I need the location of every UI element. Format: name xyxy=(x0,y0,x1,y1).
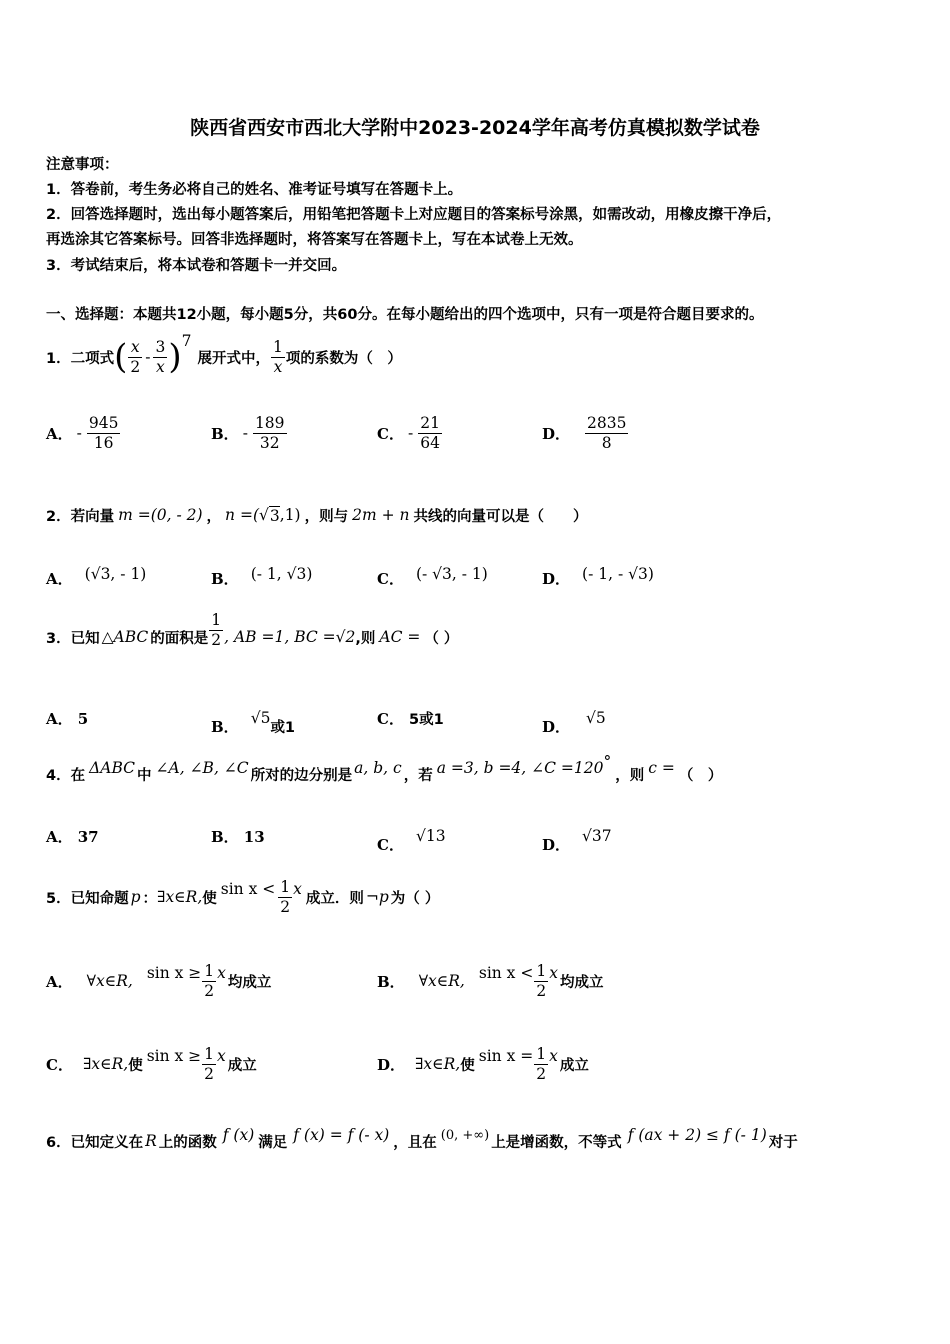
q6-fx: f (x) xyxy=(222,1126,255,1144)
page-title: 陕西省西安市西北大学附中2023-2024学年高考仿真模拟数学试卷 xyxy=(190,117,760,139)
q4-option-c[interactable]: C． √13 xyxy=(377,826,446,854)
close-paren: ) xyxy=(168,337,182,377)
q1-option-c[interactable]: C． - $\frac{21}{64}$ xyxy=(377,413,440,452)
question-3: 3．已知 △ABC 的面积是 $\frac{1}{2}$ , AB =1, BC =√2 ,则 AC = （ ） xyxy=(46,610,459,649)
q1-exponent: 7 xyxy=(181,332,192,350)
q1-frac-x-over-2: $\frac{x}{2}$ xyxy=(130,337,141,376)
q2-combo: 2m + n xyxy=(352,506,410,524)
q4-conditions: a =3, b =4, ∠C =120 xyxy=(436,759,604,777)
q5-option-d[interactable]: D． ∃x∈R, 使 sin x = $\frac{1}{2}$ x 成立 xyxy=(377,1044,589,1083)
question-4: 4．在 ΔABC 中 ∠A, ∠B, ∠C 所对的边分别是 a, b, c ，若 a =3, b =4, ∠C =120 ° ，则 c = （ ） xyxy=(46,753,723,784)
q3-option-d[interactable]: D． √5 xyxy=(542,708,606,736)
q2-option-a[interactable]: A． (√3, - 1) xyxy=(46,564,147,588)
section-heading: 一、选择题：本题共12小题，每小题5分，共60分。在每小题给出的四个选项中，只有一项是符合题目要求的。 xyxy=(46,307,764,323)
q5-option-c[interactable]: C． ∃x∈R, 使 sin x ≥ $\frac{1}{2}$ x 成立 xyxy=(46,1044,257,1083)
question-2: 2．若向量 m =(0, - 2) ， n =( √ 3 ,1) ，则与 2m + n 共线的向量可以是（ ） xyxy=(46,506,588,525)
q4-angles: ∠A, ∠B, ∠C xyxy=(155,759,249,777)
notice-item-1: 1．答卷前，考生务必将自己的姓名、准考证号填写在答题卡上。 xyxy=(46,182,463,198)
question-1: 1．二项式 ( $\frac{x}{2}$ - $\frac{3}{x}$ ) 7 展开式中， $\frac{1}{x}$ 项的系数为（ ） xyxy=(46,332,402,377)
q1-option-b[interactable]: B． - $\frac{189}{32}$ xyxy=(211,413,285,452)
q4-sides: a, b, c xyxy=(354,759,402,777)
q1-mid: 展开式中， xyxy=(197,350,270,367)
q1-frac-1-over-x: $\frac{1}{x}$ xyxy=(273,337,283,376)
q3-triangle: △ABC xyxy=(101,628,149,646)
q5-option-a[interactable]: A． ∀x∈R, sin x ≥ $\frac{1}{2}$ x 均成立 xyxy=(46,961,272,1000)
q4-option-b[interactable]: B． 13 xyxy=(211,828,265,846)
notice-item-3: 3．考试结束后，将本试卷和答题卡一并交回。 xyxy=(46,258,347,274)
question-6: 6．已知定义在 R 上的函数 f (x) 满足 f (x) = f (- x) ，且在 (0, +∞) 上是增函数，不等式 f (ax + 2) ≤ f (- 1) 对于 xyxy=(46,1126,798,1151)
notice-item-2-cont: 再选涂其它答案标号。回答非选择题时，将答案写在答题卡上，写在本试卷上无效。 xyxy=(46,232,583,248)
notice-item-2: 2．回答选择题时，选出每小题答案后，用铅笔把答题卡上对应题目的答案标号涂黑，如需改动，用橡皮擦干净后， xyxy=(46,207,782,223)
q2-option-b[interactable]: B． (- 1, √3) xyxy=(211,564,313,588)
open-paren: ( xyxy=(114,337,128,377)
q3-conditions: , AB =1, BC =√2 xyxy=(224,628,356,646)
q3-option-b[interactable]: B． √5 或1 xyxy=(211,708,296,736)
q6-inequality: f (ax + 2) ≤ f (- 1) xyxy=(627,1126,767,1144)
q1-option-a[interactable]: A． - $\frac{945}{16}$ xyxy=(46,413,119,452)
q2-m-vector: m =(0, - 2) xyxy=(118,506,203,524)
q2-option-d[interactable]: D． (- 1, - √3) xyxy=(542,564,654,588)
q5-option-b[interactable]: B． ∀x∈R, sin x < $\frac{1}{2}$ x 均成立 xyxy=(377,961,604,1000)
q3-option-a[interactable]: A． 5 xyxy=(46,710,89,728)
q1-option-d[interactable]: D． $\frac{2835}{8}$ xyxy=(542,413,627,452)
q4-triangle: ΔABC xyxy=(89,759,136,777)
q1-prefix: 1．二项式 xyxy=(46,350,115,367)
q2-option-c[interactable]: C． (- √3, - 1) xyxy=(377,564,488,588)
q3-area-frac: $\frac{1}{2}$ xyxy=(211,610,222,649)
q1-suffix: 项的系数为（ ） xyxy=(285,350,402,367)
q4-option-d[interactable]: D． √37 xyxy=(542,826,612,854)
q6-equation: f (x) = f (- x) xyxy=(293,1126,390,1144)
q6-interval: (0, +∞) xyxy=(440,1127,490,1143)
q3-option-c[interactable]: C． 5或1 xyxy=(377,710,444,728)
q4-option-a[interactable]: A． 37 xyxy=(46,828,99,846)
q1-frac-3-over-x: $\frac{3}{x}$ xyxy=(155,337,166,376)
question-5: 5．已知命题 p ： ∃x∈R, 使 sin x < $\frac{1}{2}$ x 成立．则 ¬p 为（ ） xyxy=(46,877,440,916)
notice-heading: 注意事项： xyxy=(46,157,119,173)
